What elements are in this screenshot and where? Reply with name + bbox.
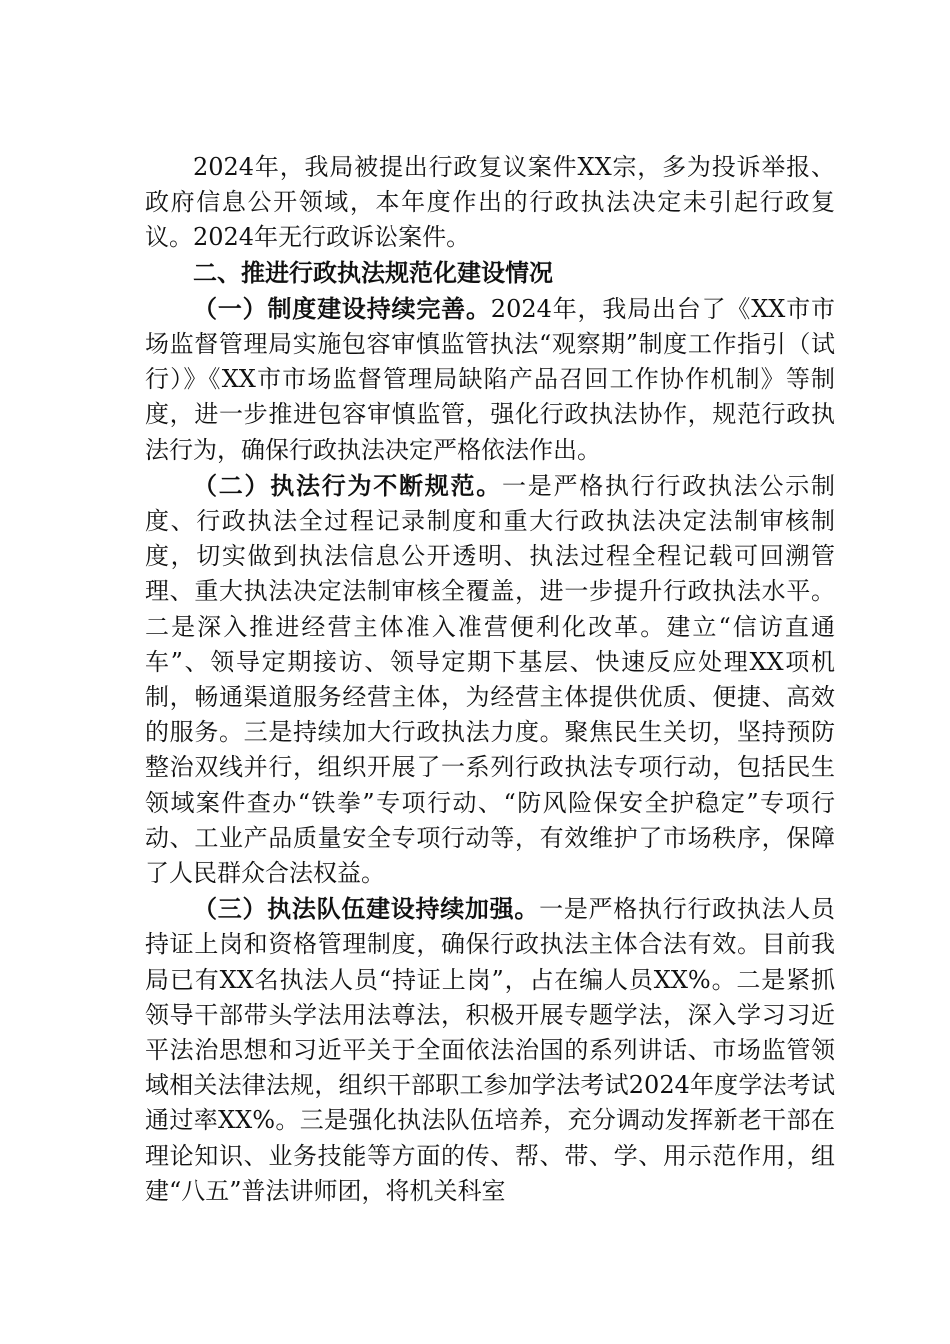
- subsection-lead-1: （一）制度建设持续完善。: [193, 293, 491, 323]
- subsection-body-1: 2024年，我局出台了《XX市市场监督管理局实施包容审慎监管执法“观察期”制度工作指引（试行）》《XX市市场监督管理局缺陷产品召回工作协作机制》等制度，进一步推进包容审慎监管，强化行政执法协作，规范行政执法行为，确保行政执法决定严格依法作出。: [145, 294, 836, 464]
- paragraph-enforcement-behavior: [145, 468, 835, 891]
- document-body: [145, 150, 835, 1209]
- subsection-lead-3: （三）执法队伍建设持续加强。: [193, 894, 540, 924]
- paragraph-system-building: [145, 291, 835, 468]
- subsection-body-3: 一是严格执行行政执法人员持证上岗和资格管理制度，确保行政执法主体合法有效。目前我局已有XX名执法人员“持证上岗”，占在编人员XX%。二是紧抓领导干部带头学法用法尊法，积极开展专题学法，深入学习习近平法治思想和习近平关于全面依法治国的系列讲话、市场监管领域相关法律法规，组织干部职工参加学法考试2024年度学法考试通过率XX%。三是强化执法队伍培养，充分调动发挥新老干部在理论知识、业务技能等方面的传、帮、带、学、用示范作用，组建“八五”普法讲师团，将机关科室: [145, 895, 836, 1205]
- paragraph-review-cases: 2024年，我局被提出行政复议案件XX宗，多为投诉举报、政府信息公开领域，本年度作出的行政执法决定未引起行政复议。2024年无行政诉讼案件。: [145, 153, 835, 252]
- subsection-body-2: 一是严格执行行政执法公示制度、行政执法全过程记录制度和重大行政执法决定法制审核制度，切实做到执法信息公开透明、执法过程全程记载可回溯管理、重大执法决定法制审核全覆盖，进一步提升行政执法水平。二是深入推进经营主体准入准营便利化改革。建立“信访直通车”、领导定期接访、领导定期下基层、快速反应处理XX项机制，畅通渠道服务经营主体，为经营主体提供优质、便捷、高效的服务。三是持续加大行政执法力度。聚焦民生关切，坚持预防整治双线并行，组织开展了一系列行政执法专项行动，包括民生领域案件查办“铁拳”专项行动、“防风险保安全护稳定”专项行动、工业产品质量安全专项行动等，有效维护了市场秩序，保障了人民群众合法权益。: [145, 471, 835, 888]
- section-heading-2: 二、推进行政执法规范化建设情况: [193, 258, 553, 287]
- subsection-lead-2: （二）执法行为不断规范。: [193, 470, 502, 500]
- paragraph-team-building: [145, 891, 835, 1209]
